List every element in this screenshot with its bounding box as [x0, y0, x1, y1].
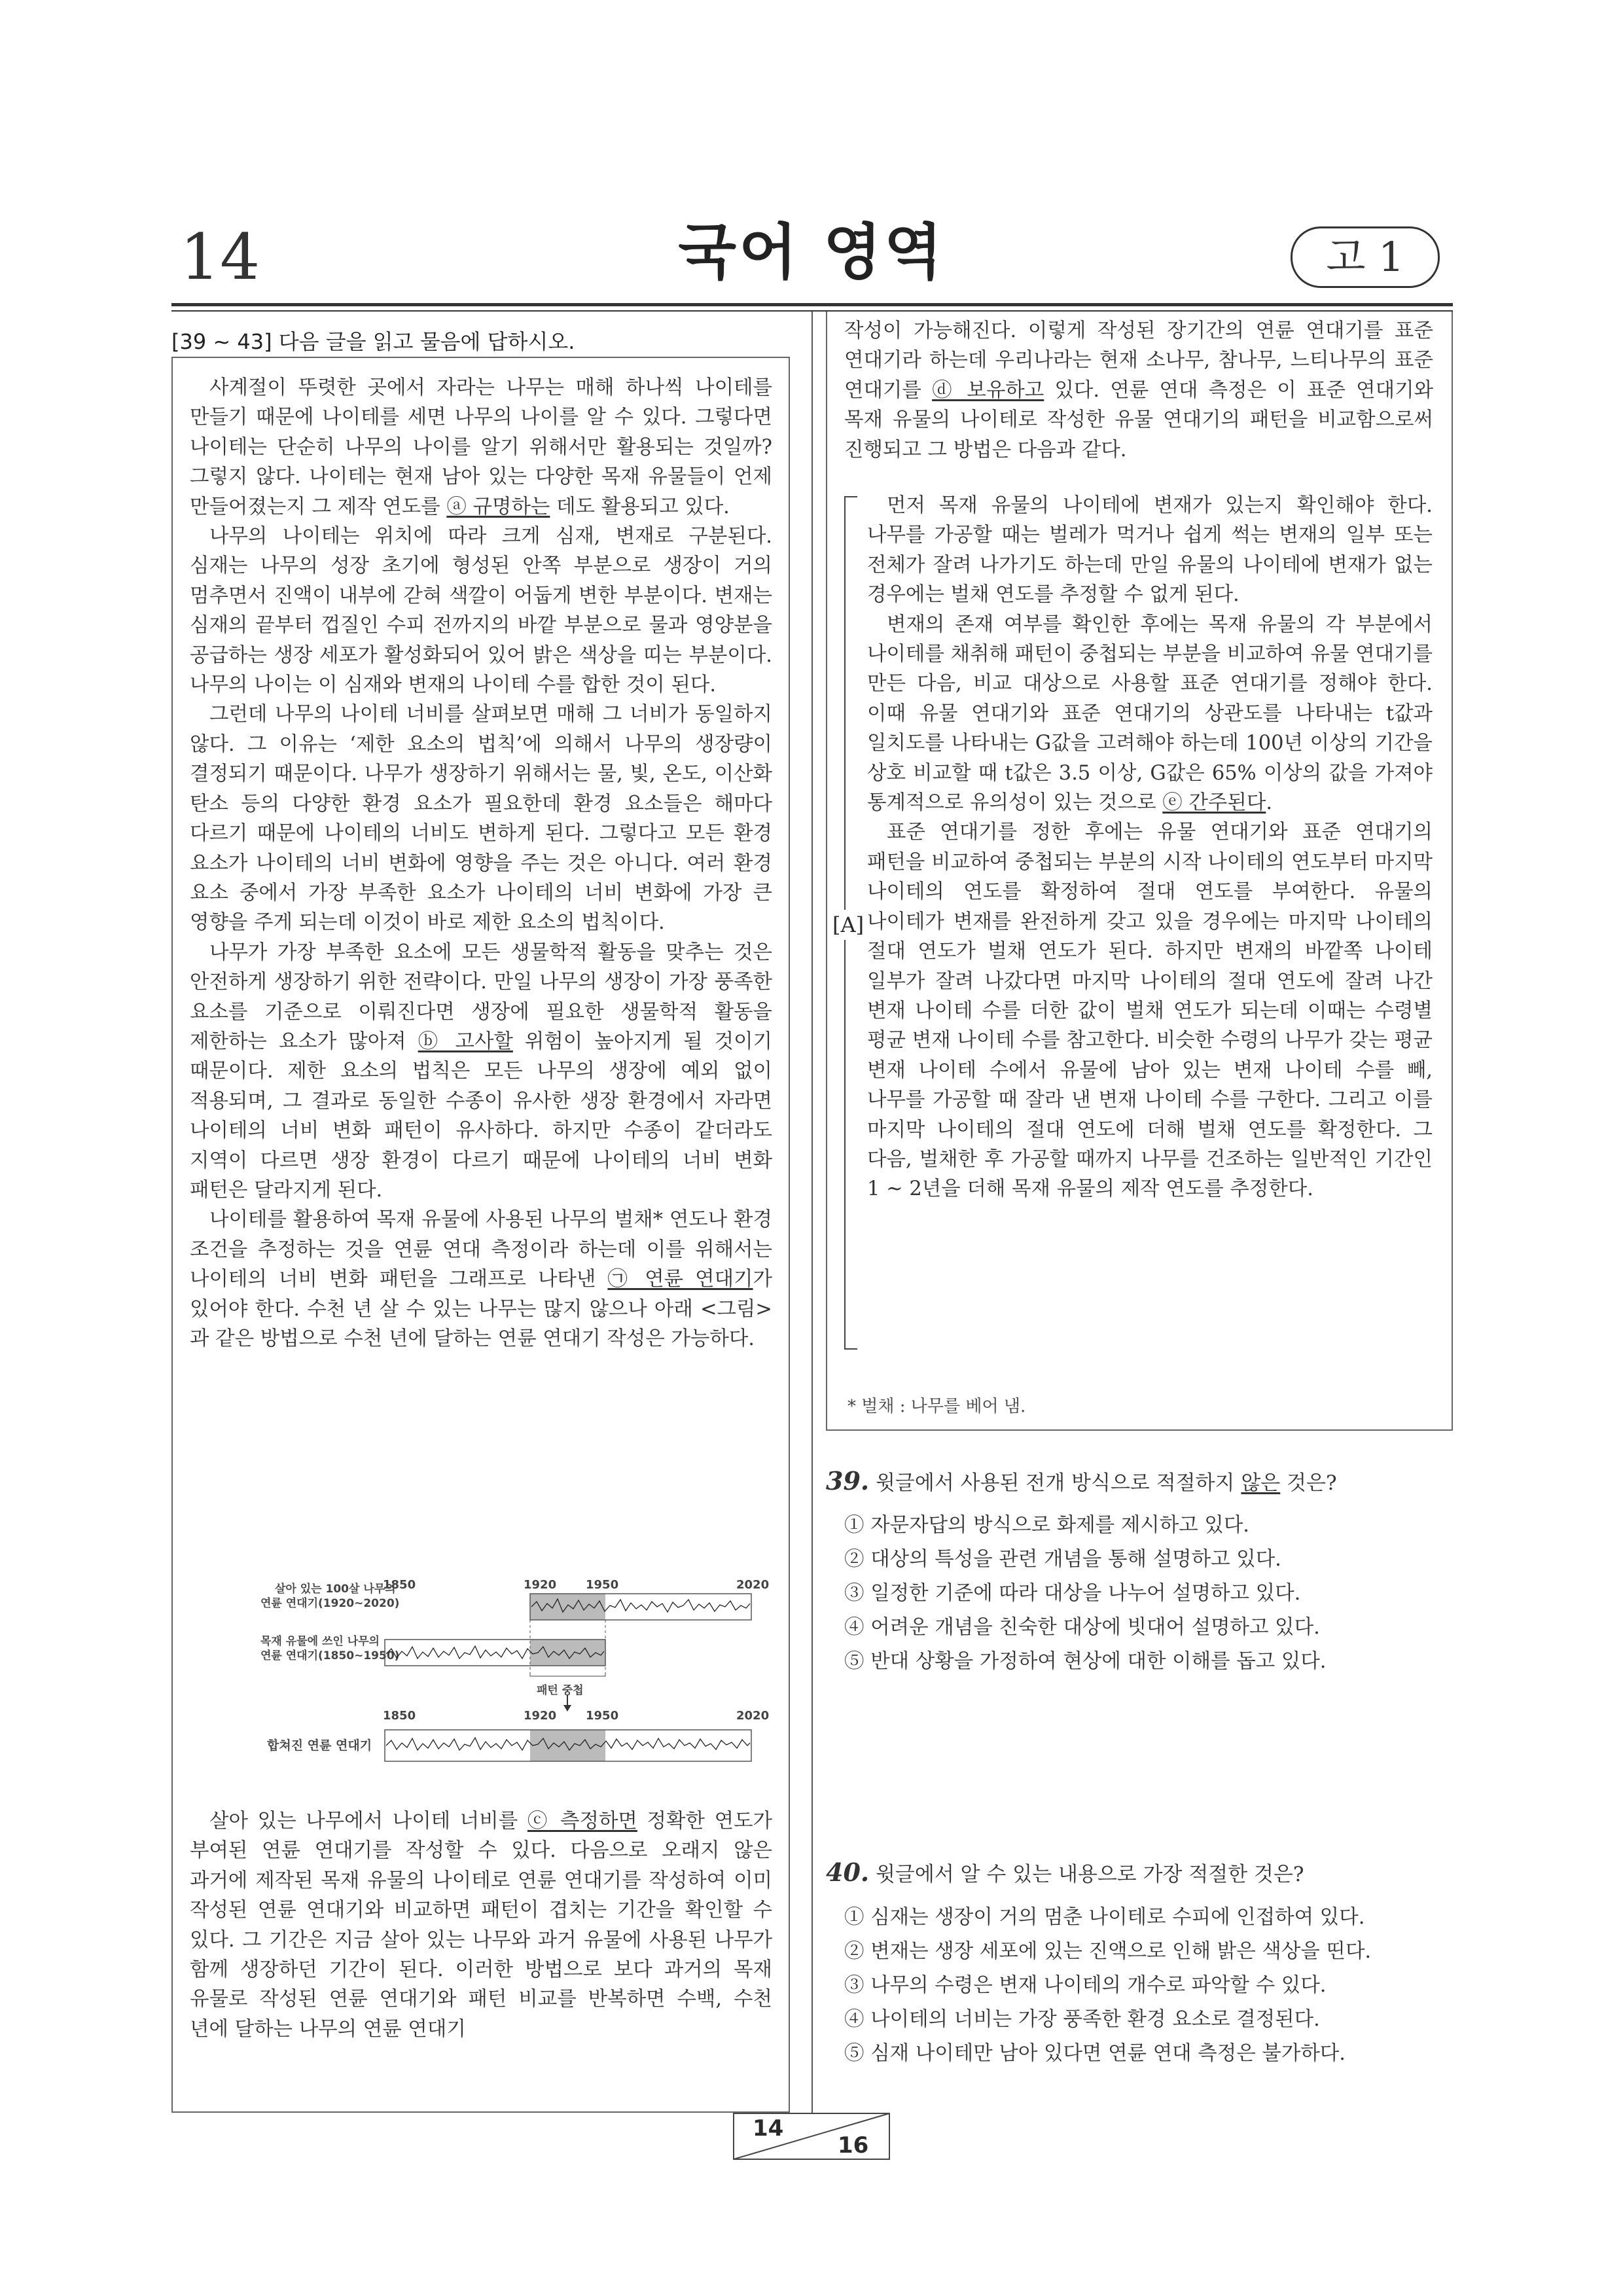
- passage-part-2: [190, 1806, 772, 2044]
- question-40-stem: 40. 윗글에서 알 수 있는 내용으로 가장 적절한 것은?: [826, 1857, 1304, 1887]
- row2-label-2: 연륜 연대기(1850~1950): [260, 1649, 400, 1662]
- q39-option-2[interactable]: ② 대상의 특성을 관련 개념을 통해 설명하고 있다.: [844, 1548, 1281, 1571]
- q40-option-2[interactable]: ② 변재는 생장 세포에 있는 진액으로 인해 밝은 색상을 띤다.: [844, 1940, 1372, 1963]
- page-number: 14: [180, 221, 260, 294]
- overlap-bracket: [530, 1672, 605, 1676]
- q39-option-3[interactable]: ③ 일정한 기준에 따라 대상을 나누어 설명하고 있다.: [844, 1582, 1301, 1605]
- paragraph-1: 사계절이 뚜렷한 곳에서 자라는 나무는 매해 하나씩 나이테를 만들기 때문에 나이테를 세면 나무의 나이를 알 수 있다. 그렇다면 나이테는 단순히 나무의 나이를 알기 위해서만 활용되는 것일까? 그렇지 않다. 나이테는 현재 남아 있는 다양한 목재 유물들이 언제 만들어졌는지 그 제작 연도를 ⓐ 규명하는 데도 활용되고 있다.: [190, 376, 772, 518]
- q40-option-1[interactable]: ① 심재는 생장이 거의 멈춘 나이테로 수피에 인접하여 있다.: [844, 1906, 1365, 1929]
- year-1850-top: 1850: [383, 1578, 416, 1592]
- row1-shade: [530, 1594, 605, 1620]
- paragraph-7: 작성이 가능해진다. 이렇게 작성된 장기간의 연륜 연대기를 표준 연대기라 하는데 우리나라는 현재 소나무, 참나무, 느티나무의 표준 연대기를 ⓓ 보유하고 있다. 연륜 연대 측정은 이 표준 연대기와 목재 유물의 나이테로 작성한 유물 연대기의 패턴을 비교함으로써 진행되고 그 방법은 다음과 같다.: [844, 319, 1434, 461]
- q40-option-3[interactable]: ③ 나무의 수령은 변재 나이테의 개수로 파악할 수 있다.: [844, 1974, 1327, 1997]
- overlap-label: 패턴 중첩: [537, 1684, 584, 1697]
- passage-part-1: [190, 373, 772, 1354]
- paragraph-2: 나무의 나이테는 위치에 따라 크게 심재, 변재로 구분된다. 심재는 나무의 성장 초기에 형성된 안쪽 부분으로 생장이 거의 멈추면서 진액이 내부에 갇혀 색깔이 어둡게 변한 부분이다. 변재는 심재의 끝부터 껍질인 수피 전까지의 바깥 부분으로 물과 영양분을 공급하는 생장 세포가 활성화되어 있어 밝은 색상을 띠는 부분이다. 나무의 나이는 이 심재와 변재의 나이테 수를 합한 것이 된다.: [190, 525, 772, 697]
- q40-option-5[interactable]: ⑤ 심재 나이테만 남아 있다면 연륜 연대 측정은 불가하다.: [844, 2042, 1346, 2065]
- year-1920-top: 1920: [524, 1578, 557, 1592]
- year-2020-top: 2020: [736, 1578, 770, 1592]
- section-a-paragraph-1: 먼저 목재 유물의 나이테에 변재가 있는지 확인해야 한다. 나무를 가공할 때는 벌레가 먹거나 쉽게 썩는 변재의 일부 또는 전체가 잘려 나가기도 하는데 만일 유물의 나이테에 변재가 없는 경우에는 벌채 연도를 추정할 수 없게 된다.: [867, 494, 1433, 607]
- q39-option-4[interactable]: ④ 어려운 개념을 친숙한 대상에 빗대어 설명하고 있다.: [844, 1616, 1320, 1639]
- q39-option-5[interactable]: ⑤ 반대 상황을 가정하여 현상에 대한 이해를 돕고 있다.: [844, 1650, 1327, 1673]
- question-39-stem: 39. 윗글에서 사용된 전개 방식으로 적절하지 않은 것은?: [826, 1466, 1337, 1496]
- section-a-paragraph-3: 표준 연대기를 정한 후에는 유물 연대기와 표준 연대기의 패턴을 비교하여 중첩되는 부분의 시작 나이테의 연도부터 마지막 나이테의 연도를 확정하여 절대 연도를 부여한다. 유물의 나이테가 변재를 완전하게 갖고 있을 경우에는 마지막 나이테의 절대 연도가 벌채 연도가 된다. 하지만 변재의 바깥쪽 나이테 일부가 잘려 나갔다면 마지막 나이테의 절대 연도에 잘려 나간 변재 나이테 수를 더한 값이 벌채 연도가 되는데 이때는 수령별 평균 변재 나이테 수를 참고한다. 비슷한 수령의 나무가 갖는 평균 변재 나이테 수에서 유물에 남아 있는 변재 나이테 수를 빼, 나무를 가공할 때 잘라 낸 변재 나이테 수를 구한다. 그리고 이를 마지막 나이테의 절대 연도에 더해 벌채 연도를 확정한다. 그 다음, 벌채한 후 가공할 때까지 나무를 건조하는 일반적인 기간인 1 ~ 2년을 더해 목재 유물의 제작 연도를 추정한다.: [867, 821, 1433, 1201]
- header-rule: [171, 303, 1453, 306]
- column-divider: [812, 312, 813, 2113]
- total-pages: 16: [838, 2132, 869, 2159]
- q40-option-4[interactable]: ④ 나이테의 너비는 가장 풍족한 환경 요소로 결정된다.: [844, 2008, 1320, 2031]
- year-1850-bottom: 1850: [383, 1709, 416, 1723]
- footnote: * 벌채 : 나무를 베어 냄.: [847, 1397, 1026, 1416]
- passage-continued-intro: [844, 316, 1433, 465]
- paragraph-5: 나이테를 활용하여 목재 유물에 사용된 나무의 벌채* 연도나 환경 조건을 추정하는 것을 연륜 연대 측정이라 하는데 이를 위해서는 나이테의 너비 변화 패턴을 그래프로 나타낸 ㉠ 연륜 연대기가 있어야 한다. 수천 년 살 수 있는 나무는 많지 않으나 아래 <그림>과 같은 방법으로 수천 년에 달하는 연륜 연대기 작성은 가능하다.: [190, 1208, 772, 1350]
- section-a-label: [A]: [832, 910, 864, 940]
- paragraph-3: 그런데 나무의 나이테 너비를 살펴보면 매해 그 너비가 동일하지 않다. 그 이유는 ‘제한 요소의 법칙’에 의해서 나무의 생장량이 결정되기 때문이다. 나무가 생장하기 위해서는 물, 빛, 온도, 이산화 탄소 등의 다양한 환경 요소가 필요한데 환경 요소들은 해마다 다르기 때문에 나이테의 너비도 변하게 된다. 그렇다고 모든 환경 요소가 나이테의 너비 변화에 영향을 주는 것은 아니다. 여러 환경 요소 중에서 가장 부족한 요소가 나이테의 너비 변화에 가장 큰 영향을 주게 되는데 이것이 바로 제한 요소의 법칙이다.: [190, 703, 772, 935]
- merged-label: 합쳐진 연륜 연대기: [267, 1738, 372, 1753]
- section-a: [867, 491, 1433, 1204]
- row2-shade: [530, 1640, 605, 1666]
- row2-label-1: 목재 유물에 쓰인 나무의: [260, 1635, 380, 1648]
- question-39-number: 39.: [826, 1466, 870, 1496]
- tree-ring-chronology-figure: [190, 1574, 772, 1781]
- instruction: [39 ~ 43] 다음 글을 읽고 물음에 답하시오.: [171, 329, 575, 354]
- grade-badge: 고 1: [1291, 226, 1440, 288]
- current-page: 14: [753, 2115, 784, 2142]
- section-a-paragraph-2: 변재의 존재 여부를 확인한 후에는 목재 유물의 각 부분에서 나이테를 채취해 패턴이 중첩되는 부분을 비교하여 유물 연대기를 만든 다음, 비교 대상으로 사용할 표준 연대기를 정해야 한다. 이때 유물 연대기와 표준 연대기의 상관도를 나타내는 t값과 일치도를 나타내는 G값을 고려해야 하는데 100년 이상의 기간을 상호 비교할 때 t값은 3.5 이상, G값은 65% 이상의 값을 가져야 통계적으로 유의성이 있는 것으로 ⓔ 간주된다.: [867, 613, 1433, 815]
- underline-c: ⓒ 측정하면: [527, 1810, 637, 1833]
- page-title: 국어 영역: [678, 217, 945, 287]
- underline-d: ⓓ 보유하고: [932, 378, 1044, 402]
- row1-label-2: 연륜 연대기(1920~2020): [260, 1597, 400, 1610]
- underline-giyeok: ㉠ 연륜 연대기: [607, 1268, 753, 1291]
- underline-a: ⓐ 규명하는: [446, 495, 550, 518]
- year-1920-bottom: 1920: [524, 1709, 557, 1723]
- underline-e: ⓔ 간주된다: [1162, 791, 1266, 815]
- question-40-options: [844, 1901, 1371, 2071]
- year-1950-bottom: 1950: [586, 1709, 619, 1723]
- year-1950-top: 1950: [586, 1578, 619, 1592]
- year-2020-bottom: 2020: [736, 1709, 770, 1723]
- q39-option-1[interactable]: ① 자문자답의 방식으로 화제를 제시하고 있다.: [844, 1514, 1250, 1537]
- question-40-number: 40.: [826, 1857, 870, 1887]
- row1-label-1: 살아 있는 100살 나무의: [275, 1583, 396, 1596]
- overlap-arrowhead: [563, 1705, 571, 1712]
- question-39-options: [844, 1509, 1326, 1679]
- paragraph-4: 나무가 가장 부족한 요소에 모든 생물학적 활동을 맞추는 것은 안전하게 생장하기 위한 전략이다. 만일 나무의 생장이 가장 풍족한 요소를 기준으로 이뤄진다면 생장에 필요한 생물학적 활동을 제한하는 요소가 많아져 ⓑ 고사할 위험이 높아지게 될 것이기 때문이다. 제한 요소의 법칙은 모든 나무의 생장에 예외 없이 적용되며, 그 결과로 동일한 수종이 유사한 생장 환경에서 자라면 나이테의 너비 변화 패턴이 유사하다. 하지만 수종이 같더라도 지역이 다르면 생장 환경이 다르기 때문에 나이테의 너비 변화 패턴은 달라지게 된다.: [190, 941, 772, 1202]
- underline-b: ⓑ 고사할: [418, 1030, 513, 1053]
- paragraph-6: 살아 있는 나무에서 나이테 너비를 ⓒ 측정하면 정확한 연도가 부여된 연륜 연대기를 작성할 수 있다. 다음으로 오래지 않은 과거에 제작된 목재 유물의 나이테로 연륜 연대기를 작성하여 이미 작성된 연륜 연대기와 비교하면 패턴이 겹치는 기간을 확인할 수 있다. 그 기간은 지금 살아 있는 나무와 과거 유물에 사용된 나무가 함께 생장하던 기간이 된다. 이러한 방법으로 보다 과거의 목재 유물로 작성된 연륜 연대기와 패턴 비교를 반복하면 수백, 수천 년에 달하는 나무의 연륜 연대기: [190, 1810, 773, 2041]
